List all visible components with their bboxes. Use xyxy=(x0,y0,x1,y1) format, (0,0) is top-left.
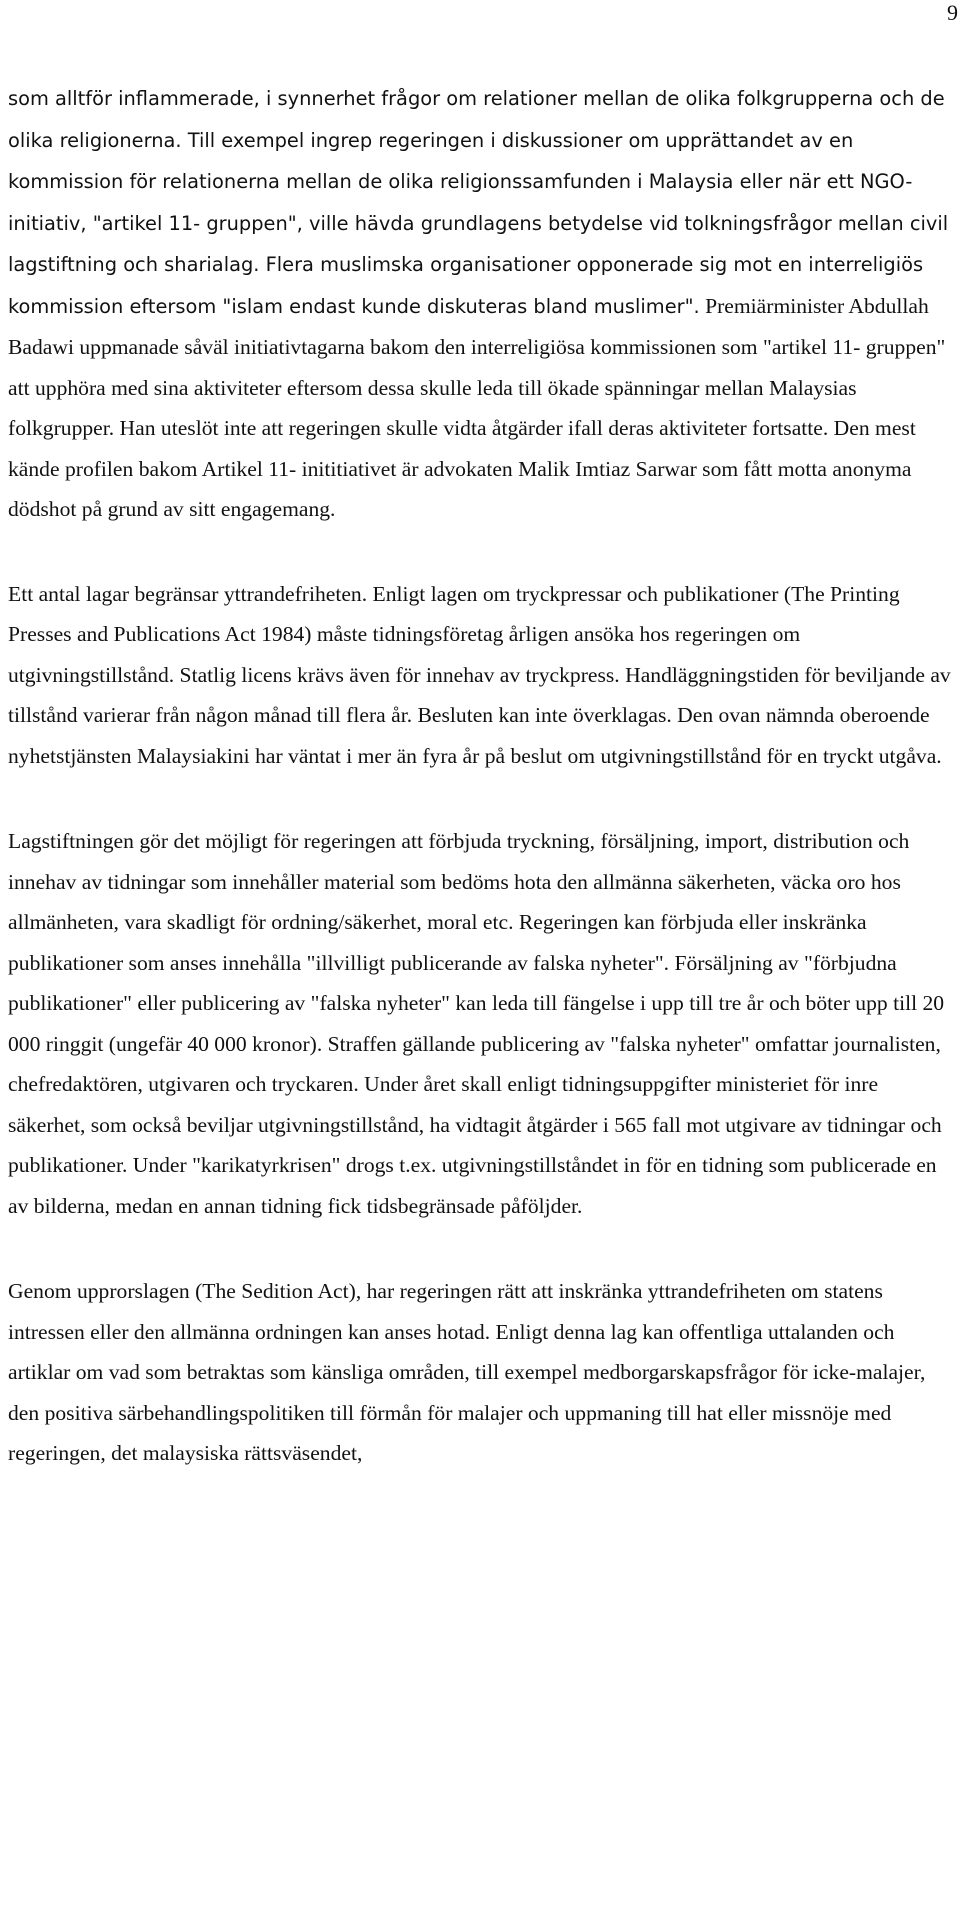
paragraph-3: Lagstiftningen gör det möjligt för regeringen att förbjuda tryckning, försäljning, import, distribution och innehav av tidningar som innehåller material som bedöms hota den allmänna säkerheten, väcka oro hos allmänheten, vara skadligt för ordning/säkerhet, moral etc. Regeringen kan förbjuda eller inskränka publikationer som anses innehålla "illvilligt publicerande av falska nyheter". Försäljning av "förbjudna publikationer" eller publicering av "falska nyheter" kan leda till fängelse i upp till tre år och böter upp till 20 000 ringgit (ungefär 40 000 kronor). Straffen gällande publicering av "falska nyheter" omfattar journalisten, chefredaktören, utgivaren och tryckaren. Under året skall enligt tidningsuppgifter ministeriet för inre säkerhet, som också beviljar utgivningstillstånd, ha vidtagit åtgärder i 565 fall mot utgivare av tidningar och publikationer. Under "karikatyrkrisen" drogs t.ex. utgivningstillståndet in för en tidning som publicerade en av bilderna, medan en annan tidning fick tidsbegränsade påföljder. xyxy=(8,829,945,1218)
paragraph-1-sans-segment: som alltför inflammerade, i synnerhet frågor om relationer mellan de olika folkgrupperna och de olika religionerna. Till exempel ingrep regeringen i diskussioner om upprättandet av en kommission för relationerna mellan de olika religionssamfunden i Malaysia eller när ett NGO-initiativ, "artikel 11- gruppen", ville hävda grundlagens betydelse vid tolkningsfrågor mellan civil lagstiftning och sharialag. Flera muslimska organisationer opponerade sig mot en interreligiös kommission eftersom "islam endast kunde diskuteras bland muslimer". xyxy=(8,87,949,318)
document-body xyxy=(8,78,952,1519)
paragraph-2: Ett antal lagar begränsar yttrandefriheten. Enligt lagen om tryckpressar och publikationer (The Printing Presses and Publications Act 1984) måste tidningsföretag årligen ansöka hos regeringen om utgivningstillstånd. Statlig licens krävs även för innehav av tryckpress. Handläggningstiden för beviljande av tillstånd varierar från någon månad till flera år. Besluten kan inte överklagas. Den ovan nämnda oberoende nyhetstjänsten Malaysiakini har väntat i mer än fyra år på beslut om utgivningstillstånd för en tryckt utgåva. xyxy=(8,581,951,768)
page-number: 9 xyxy=(947,0,958,25)
paragraph-1 xyxy=(8,78,952,530)
paragraph-4: Genom upprorslagen (The Sedition Act), har regeringen rätt att inskränka yttrandefriheten om statens intressen eller den allmänna ordningen kan anses hotad. Enligt denna lag kan offentliga uttalanden och artiklar om vad som betraktas som känsliga områden, till exempel medborgarskapsfrågor för icke-malajer, den positiva särbehandlingspolitiken till förmån för malajer och uppmaning till hat eller missnöje med regeringen, det malaysiska rättsväsendet, xyxy=(8,1279,926,1465)
paragraph-1-serif-segment: Premiärminister Abdullah Badawi uppmanade såväl initiativtagarna bakom den interreligiösa kommissionen som "artikel 11- gruppen" att upphöra med sina aktiviteter eftersom dessa skulle leda till ökade spänningar mellan Malaysias folkgrupper. Han uteslöt inte att regeringen skulle vidta åtgärder ifall deras aktiviteter fortsatte. Den mest kände profilen bakom Artikel 11- inititiativet är advokaten Malik Imtiaz Sarwar som fått motta anonyma dödshot på grund av sitt engagemang. xyxy=(8,293,946,521)
